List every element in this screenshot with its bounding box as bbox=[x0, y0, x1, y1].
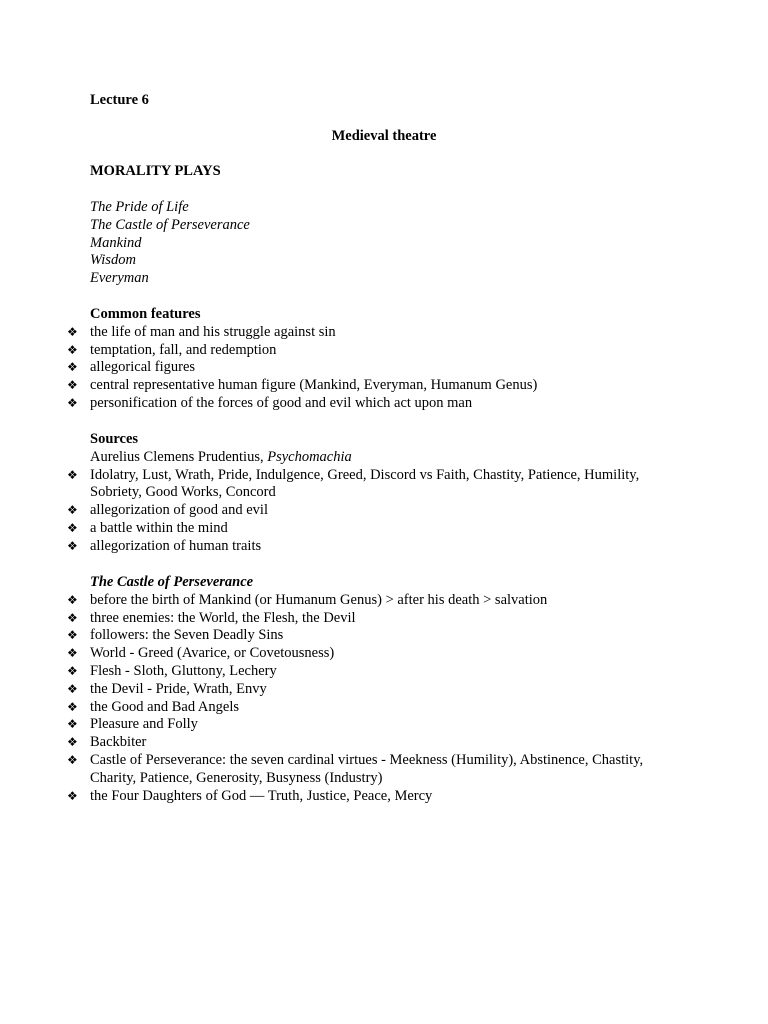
list-item: ❖ allegorization of good and evil bbox=[67, 502, 268, 519]
list-item: ❖ Castle of Perseverance: the seven cardinal virtues - Meekness (Humility), Abstinence, Chastity, Charity, Patience, Generosity, Busyness (Industry) bbox=[67, 751, 644, 786]
bullet-icon: ❖ bbox=[67, 378, 78, 393]
bullet-icon: ❖ bbox=[67, 699, 78, 714]
play-title: Mankind bbox=[90, 234, 142, 251]
list-item: ❖ Flesh - Sloth, Gluttony, Lechery bbox=[67, 662, 277, 679]
play-title: The Castle of Perseverance bbox=[90, 216, 250, 233]
list-item: ❖ Idolatry, Lust, Wrath, Pride, Indulgence, Greed, Discord vs Faith, Chastity, Patience, Humility, Sobriety, Good Works, Concord bbox=[67, 466, 640, 501]
bullet-icon: ❖ bbox=[67, 324, 78, 339]
bullet-icon: ❖ bbox=[67, 628, 78, 643]
bullet-icon: ❖ bbox=[67, 520, 78, 535]
bullet-icon: ❖ bbox=[67, 646, 78, 661]
bullet-icon: ❖ bbox=[67, 592, 78, 607]
play-title: Wisdom bbox=[90, 252, 136, 269]
bullet-icon: ❖ bbox=[67, 717, 78, 732]
common-features-heading: Common features bbox=[90, 306, 201, 322]
castle-heading: The Castle of Perseverance bbox=[90, 574, 254, 590]
common-features-list bbox=[67, 323, 690, 413]
list-item: ❖ three enemies: the World, the Flesh, the Devil bbox=[67, 609, 356, 626]
bullet-icon: ❖ bbox=[67, 538, 78, 553]
sources-list bbox=[67, 466, 690, 556]
list-item: ❖ central representative human figure (Mankind, Everyman, Humanum Genus) bbox=[67, 377, 538, 394]
list-item: ❖ temptation, fall, and redemption bbox=[67, 341, 277, 358]
list-item: ❖ the Four Daughters of God — Truth, Justice, Peace, Mercy bbox=[67, 787, 433, 804]
bullet-icon: ❖ bbox=[67, 342, 78, 357]
bullet-icon: ❖ bbox=[67, 663, 78, 678]
list-item: ❖ Backbiter bbox=[67, 734, 147, 751]
castle-list bbox=[67, 591, 690, 806]
bullet-icon: ❖ bbox=[67, 467, 78, 482]
list-item: ❖ allegorization of human traits bbox=[67, 537, 262, 554]
list-item: ❖ allegorical figures bbox=[67, 359, 196, 376]
sources-section bbox=[67, 431, 690, 556]
sources-heading: Sources bbox=[90, 431, 139, 447]
play-title: The Pride of Life bbox=[90, 199, 189, 215]
castle-section bbox=[67, 574, 690, 805]
lecture-label: Lecture 6 bbox=[90, 92, 149, 108]
sources-author-line bbox=[90, 449, 690, 467]
list-item: ❖ personification of the forces of good and evil which act upon man bbox=[67, 394, 473, 411]
section-title: MORALITY PLAYS bbox=[90, 163, 221, 179]
list-item: ❖ Pleasure and Folly bbox=[67, 716, 198, 733]
list-item: ❖ the Devil - Pride, Wrath, Envy bbox=[67, 680, 267, 697]
bullet-icon: ❖ bbox=[67, 503, 78, 518]
bullet-icon: ❖ bbox=[67, 735, 78, 750]
bullet-icon: ❖ bbox=[67, 752, 78, 767]
list-item: ❖ World - Greed (Avarice, or Covetousness) bbox=[67, 645, 335, 662]
source-author: Aurelius Clemens Prudentius, bbox=[90, 448, 268, 465]
list-item: ❖ the life of man and his struggle against sin bbox=[67, 323, 336, 340]
bullet-icon: ❖ bbox=[67, 610, 78, 625]
list-item: ❖ a battle within the mind bbox=[67, 519, 228, 536]
list-item: ❖ the Good and Bad Angels bbox=[67, 698, 240, 715]
bullet-icon: ❖ bbox=[67, 788, 78, 803]
list-item: ❖ followers: the Seven Deadly Sins bbox=[67, 627, 284, 644]
source-work: Psychomachia bbox=[267, 448, 352, 465]
play-title: Everyman bbox=[90, 270, 149, 287]
bullet-icon: ❖ bbox=[67, 395, 78, 410]
plays-list bbox=[90, 199, 690, 288]
topic-title: Medieval theatre bbox=[331, 128, 437, 144]
bullet-icon: ❖ bbox=[67, 681, 78, 696]
common-features-section bbox=[67, 306, 690, 413]
bullet-icon: ❖ bbox=[67, 360, 78, 375]
list-item: ❖ before the birth of Mankind (or Humanum Genus) > after his death > salvation bbox=[67, 591, 548, 608]
